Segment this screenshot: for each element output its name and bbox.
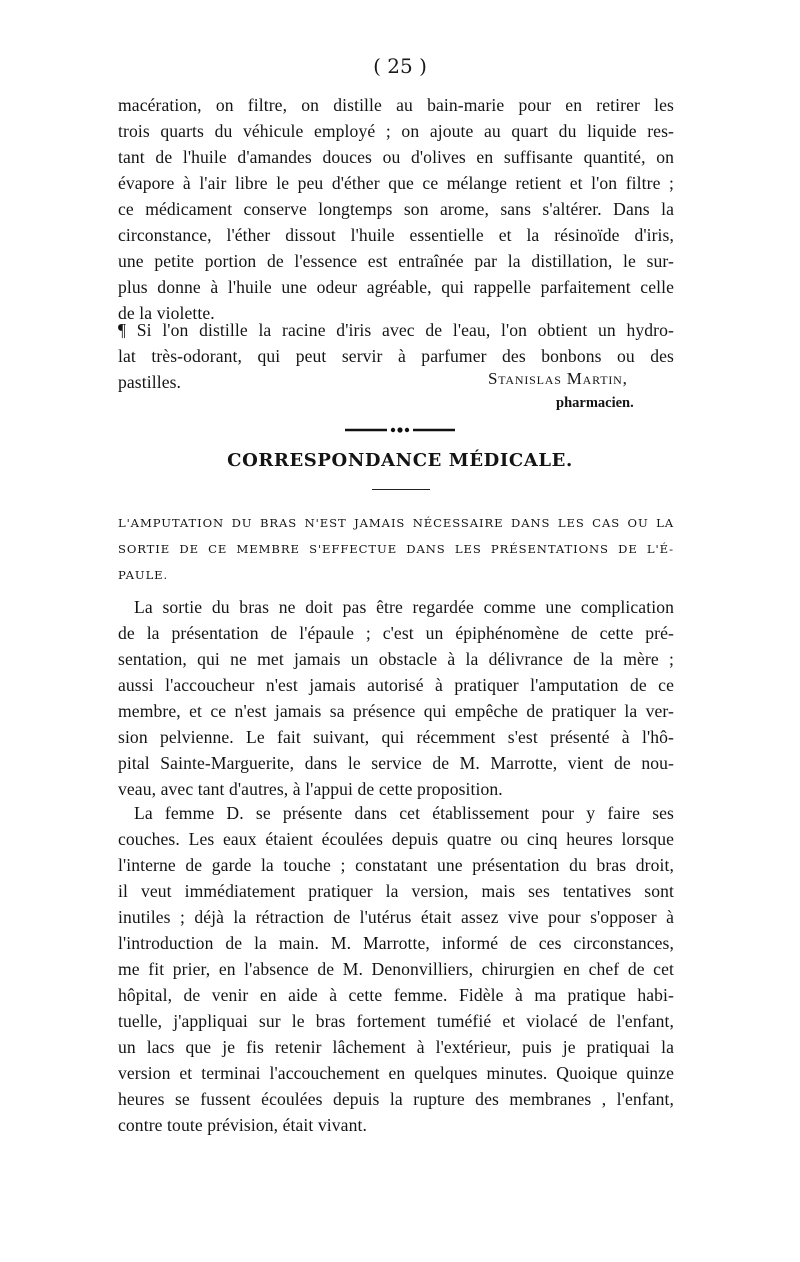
text-line: ce médicament conserve longtemps son arome, sans s'altérer. Dans la bbox=[118, 199, 674, 219]
text-line: de la violette. bbox=[118, 303, 215, 323]
text-line: La femme D. se présente dans cet établissement pour y faire ses bbox=[134, 803, 674, 823]
text-line: aussi l'accoucheur n'est jamais autorisé à pratiquer l'amputation de ce bbox=[118, 675, 674, 695]
text-line: macération, on filtre, on distille au bain-marie pour en retirer les bbox=[118, 95, 674, 115]
text-line: trois quarts du véhicule employé ; on ajoute au quart du liquide res- bbox=[118, 121, 674, 141]
text-line: couches. Les eaux étaient écoulées depuis quatre ou cinq heures lorsque bbox=[118, 829, 674, 849]
text-line: l'introduction de la main. M. Marrotte, informé de ces circonstances, bbox=[118, 933, 674, 953]
text-line: me fit prier, en l'absence de M. Denonvilliers, chirurgien en chef de cet bbox=[118, 959, 674, 979]
text-line: version et terminai l'accouchement en quelques minutes. Quoique quinze bbox=[118, 1063, 674, 1083]
text-line: hôpital, de venir en aide à cette femme. Fidèle à ma pratique habi- bbox=[118, 985, 674, 1005]
text-line: veau, avec tant d'autres, à l'appui de cette proposition. bbox=[118, 779, 503, 799]
text-line: de la présentation de l'épaule ; c'est un épiphénomène de cette pré- bbox=[118, 623, 674, 643]
text-line: sion pelvienne. Le fait suivant, qui récemment s'est présenté à l'hô- bbox=[118, 727, 674, 747]
section-heading: CORRESPONDANCE MÉDICALE. bbox=[227, 450, 573, 471]
ornament-divider bbox=[345, 427, 455, 433]
title-line: L'AMPUTATION DU BRAS N'EST JAMAIS NÉCESSAIRE DANS LES CAS OU LA bbox=[118, 516, 674, 530]
title-line: PAULE. bbox=[118, 568, 169, 582]
page-number: ( 25 ) bbox=[373, 54, 427, 78]
text-line: tuelle, j'appliquai sur le bras fortement tuméfié et violacé de l'enfant, bbox=[118, 1011, 674, 1031]
text-line: tant de l'huile d'amandes douces ou d'olives en suffisante quantité, on bbox=[118, 147, 674, 167]
text-line: pital Sainte-Marguerite, dans le service de M. Marrotte, vient de nou- bbox=[118, 753, 674, 773]
text-line: contre toute prévision, était vivant. bbox=[118, 1115, 367, 1135]
text-line: La sortie du bras ne doit pas être regardée comme une complication bbox=[134, 597, 674, 617]
text-line: un lacs que je fis retenir lâchement à l'extérieur, puis je pratiquai la bbox=[118, 1037, 674, 1057]
signature-title: pharmacien. bbox=[556, 395, 634, 411]
text-line: heures se fussent écoulées depuis la rupture des membranes , l'enfant, bbox=[118, 1089, 674, 1109]
text-line: sentation, qui ne met jamais un obstacle à la délivrance de la mère ; bbox=[118, 649, 674, 669]
text-line: l'interne de garde la touche ; constatant une présentation du bras droit, bbox=[118, 855, 674, 875]
text-line: pastilles. bbox=[118, 372, 182, 392]
text-line: plus donne à l'huile une odeur agréable, qui rappelle parfaitement celle bbox=[118, 277, 674, 297]
text-line: circonstance, l'éther dissout l'huile essentielle et la résinoïde d'iris, bbox=[118, 225, 674, 245]
text-line: membre, et ce n'est jamais sa présence qui empêche de pratiquer la ver- bbox=[118, 701, 674, 721]
text-line: évapore à l'air libre le peu d'éther que ce mélange retient et l'on filtre ; bbox=[118, 173, 674, 193]
title-line: SORTIE DE CE MEMBRE S'EFFECTUE DANS LES PRÉSENTATIONS DE L'É- bbox=[118, 542, 674, 556]
text-line: lat très-odorant, qui peut servir à parfumer des bonbons ou des bbox=[118, 346, 674, 366]
text-line: il veut immédiatement pratiquer la version, mais ses tentatives sont bbox=[118, 881, 674, 901]
text-line: inutiles ; déjà la rétraction de l'utérus était assez vive pour s'opposer à bbox=[118, 907, 674, 927]
signature-name: Stanislas Martin, bbox=[488, 369, 628, 388]
text-line: ¶ Si l'on distille la racine d'iris avec de l'eau, l'on obtient un hydro- bbox=[118, 320, 674, 340]
text-line: une petite portion de l'essence est entraînée par la distillation, le sur- bbox=[118, 251, 674, 271]
heading-rule bbox=[372, 489, 430, 490]
